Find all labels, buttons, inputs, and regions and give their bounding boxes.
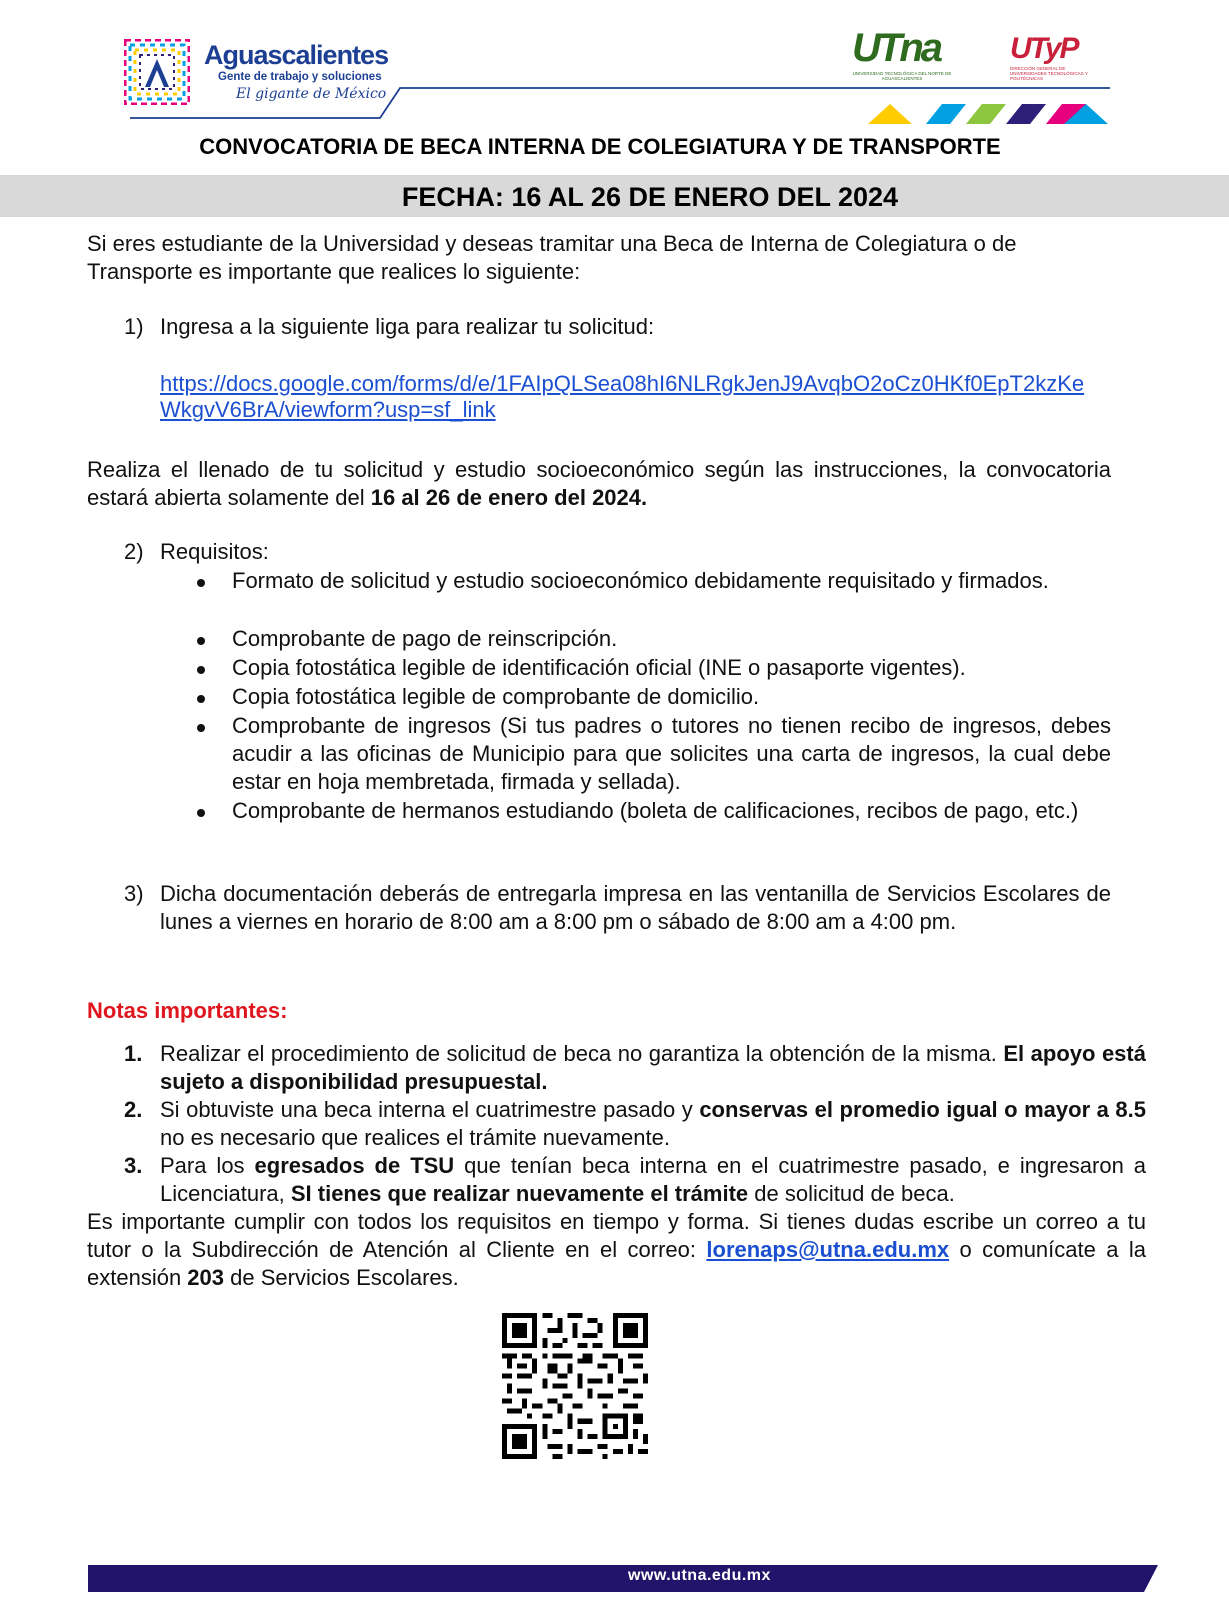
requirement-item: Comprobante de pago de reinscripción. [232,626,618,651]
bullet-icon [197,637,205,645]
fill-instructions-text: Realiza el llenado de tu solicitud y estudio socioeconómico según las instrucciones, la convocatoria estará abierta solamente del [87,457,1111,510]
requirement-item: Copia fotostática legible de comprobante de domicilio. [232,684,760,709]
step-3-text: Dicha documentación deberás de entregarla impresa en las ventanilla de Servicios Escolares de lunes a viernes en horario de 8:00 am a 8:00 pm o sábado de 8:00 am a 4:00 pm. [160,881,1111,934]
note-3-number: 3. [124,1153,143,1178]
qr-code [502,1313,648,1459]
utyp-logo [1006,32,1096,82]
extension-number: 203 [187,1265,225,1290]
fill-instructions-dates: 16 al 26 de enero del 2024. [370,485,648,510]
aguascalientes-slogan: El gigante de México [236,86,387,102]
note-3-bold-a: egresados de TSU [254,1153,455,1178]
step-2-number: 2) [124,539,144,564]
note-2 [160,1096,1146,1152]
note-2-bold: conservas el promedio igual o mayor a 8.5 [699,1097,1146,1122]
utna-logo-subtitle: UNIVERSIDAD TECNOLÓGICA DEL NORTE DE AGUASCALIENTES [852,71,952,81]
note-2-text-a: Si obtuviste una beca interna el cuatrimestre pasado y [160,1097,700,1122]
bullet-icon [197,724,205,732]
contact-email-link[interactable]: lorenaps@utna.edu.mx [706,1237,950,1262]
footer-website[interactable]: www.utna.edu.mx [628,1567,771,1584]
form-link[interactable] [160,371,1120,423]
bullet-icon [197,579,205,587]
date-banner [0,175,1229,217]
bullet-icon [197,666,205,674]
closing-text-c: de Servicios Escolares. [224,1265,459,1290]
footer-bar [88,1565,1158,1592]
letterhead [0,0,1229,130]
form-link-line-2[interactable]: WkgvV6BrA/viewform?usp=sf_link [160,397,496,422]
aguascalientes-emblem-icon [124,39,190,105]
note-1-text: Realizar el procedimiento de solicitud de beca no garantiza la obtención de la misma. [160,1041,1004,1066]
note-2-number: 2. [124,1097,143,1122]
date-banner-text: FECHA: 16 AL 26 DE ENERO DEL 2024 [401,182,899,212]
step-1-number: 1) [124,314,144,339]
note-3 [160,1152,1146,1208]
requirement-item: Comprobante de ingresos (Si tus padres o tutores no tienen recibo de ingresos, debes acudir a las oficinas de Municipio para que solicites una carta de ingresos, la cual debe estar en hoja membretada, firmada y sellada). [232,713,1111,794]
utna-logo [852,28,952,88]
requirement-item: Formato de solicitud y estudio socioeconómico debidamente requisitado y firmados. [232,568,1049,593]
note-3-text-b: que tenían beca interna en el cuatrimestre pasado, e ingresaron a Licenciatura, [160,1153,1147,1206]
requirement-item: Copia fotostática legible de identificación oficial (INE o pasaporte vigentes). [232,655,966,680]
notes-heading: Notas importantes: [87,998,288,1023]
utyp-logo-text: UTyP [1010,32,1078,65]
step-2-text: Requisitos: [160,539,269,564]
color-stripes-decoration [868,100,1108,126]
note-1-number: 1. [124,1041,143,1066]
aguascalientes-logo [124,36,394,108]
document-title: CONVOCATORIA DE BECA INTERNA DE COLEGIATURA Y DE TRANSPORTE [199,134,1001,159]
intro-paragraph: Si eres estudiante de la Universidad y deseas tramitar una Beca de Interna de Colegiatura o de Transporte es importante que realices lo siguiente: [87,231,1017,284]
form-link-line-1[interactable]: https://docs.google.com/forms/d/e/1FAIpQLSea08hI6NLRgkJenJ9AvqbO2oCz0HKf0EpT2kzKe [160,371,1085,396]
note-1 [160,1040,1146,1096]
note-1-bold: El apoyo está sujeto a disponibilidad presupuestal. [160,1041,1146,1094]
step-1-text: Ingresa a la siguiente liga para realizar tu solicitud: [160,314,655,339]
closing-text-a: Es importante cumplir con todos los requisitos en tiempo y forma. Si tienes dudas escribe un correo a tu tutor o la Subdirección de Atención al Cliente en el correo: [87,1209,1146,1262]
aguascalientes-tagline: Gente de trabajo y soluciones [218,71,382,83]
note-2-text-b: no es necesario que realices el trámite nuevamente. [160,1125,670,1150]
closing-paragraph [87,1208,1146,1292]
bullet-icon [197,809,205,817]
requirement-item: Comprobante de hermanos estudiando (boleta de calificaciones, recibos de pago, etc.) [232,798,1079,823]
bullet-icon [197,695,205,703]
closing-text-b: o comunícate a la extensión [87,1237,1146,1290]
note-3-bold-b: SI tienes que realizar nuevamente el trámite [290,1181,749,1206]
aguascalientes-name: Aguascalientes [204,40,389,70]
step-3-number: 3) [124,881,144,906]
note-3-text-c: de solicitud de beca. [748,1181,955,1206]
utyp-logo-subtitle: DIRECCIÓN GENERAL DE UNIVERSIDADES TECNOLÓGICAS Y POLITÉCNICAS [1010,66,1088,81]
fill-instructions-paragraph [87,456,1111,512]
utna-logo-text: UTna [852,26,940,70]
note-3-text-a: Para los [160,1153,255,1178]
